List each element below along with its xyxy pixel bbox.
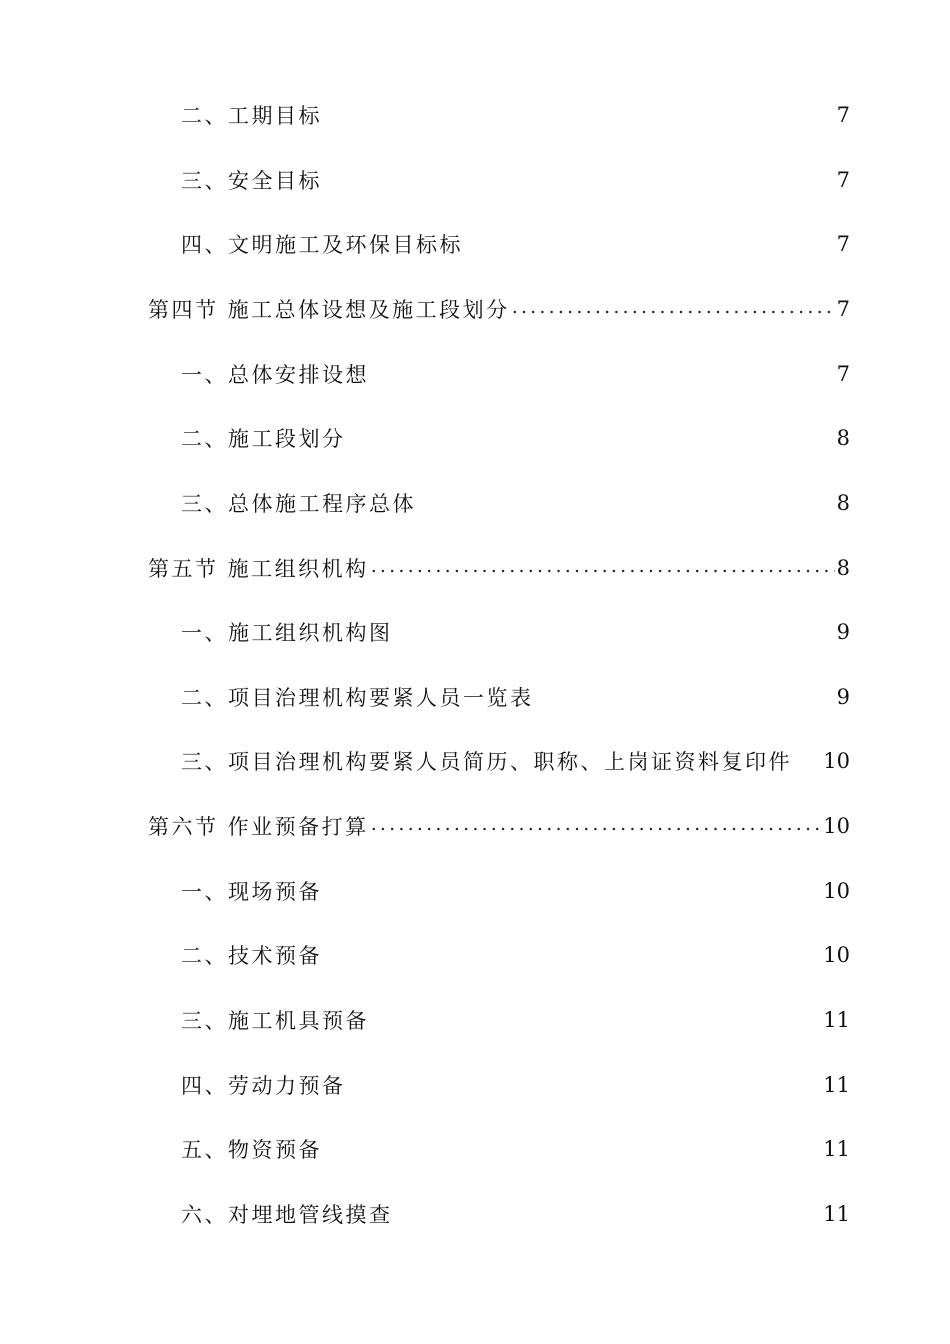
toc-entry-title: 四、劳动力预备 bbox=[181, 1074, 346, 1098]
toc-entry-page: 10 bbox=[823, 879, 850, 903]
toc-entry-title: 六、对埋地管线摸查 bbox=[181, 1203, 393, 1227]
toc-entry-title: 二、项目治理机构要紧人员一览表 bbox=[181, 686, 534, 710]
toc-entry-page: 10 bbox=[823, 749, 850, 773]
toc-entry-title: 二、技术预备 bbox=[181, 944, 322, 968]
toc-entry-page: 10 bbox=[823, 943, 850, 967]
toc-section-entry[interactable] bbox=[148, 548, 850, 588]
toc-entry-page: 10 bbox=[823, 814, 850, 838]
toc-entry[interactable] bbox=[148, 677, 850, 717]
toc-dot-leader bbox=[512, 296, 835, 318]
toc-entry-title: 三、施工机具预备 bbox=[181, 1009, 369, 1033]
toc-entry-page: 7 bbox=[836, 168, 850, 192]
toc-entry[interactable] bbox=[148, 418, 850, 458]
toc-entry[interactable] bbox=[148, 871, 850, 911]
toc-entry[interactable] bbox=[148, 1129, 850, 1169]
toc-dot-leader bbox=[371, 813, 822, 835]
toc-entry-title: 一、现场预备 bbox=[181, 880, 322, 904]
toc-entry-title: 五、物资预备 bbox=[181, 1138, 322, 1162]
toc-entry-page: 7 bbox=[836, 103, 850, 127]
toc-entry-page: 9 bbox=[836, 685, 850, 709]
toc-entry[interactable] bbox=[148, 483, 850, 523]
toc-entry-page: 7 bbox=[836, 297, 850, 321]
toc-entry-page: 9 bbox=[836, 620, 850, 644]
toc-entry-title: 一、总体安排设想 bbox=[181, 363, 369, 387]
toc-entry[interactable] bbox=[148, 612, 850, 652]
toc-entry[interactable] bbox=[148, 1000, 850, 1040]
toc-entry-title: 第五节 施工组织机构 bbox=[148, 557, 369, 581]
toc-entry-page: 8 bbox=[836, 556, 850, 580]
toc-entry-page: 7 bbox=[836, 232, 850, 256]
toc-entry-page: 11 bbox=[823, 1073, 850, 1097]
toc-entry-title: 一、施工组织机构图 bbox=[181, 621, 393, 645]
toc-entry[interactable] bbox=[148, 1194, 850, 1234]
toc-entry[interactable] bbox=[148, 1065, 850, 1105]
toc-entry-page: 11 bbox=[823, 1008, 850, 1032]
toc-entry-title: 二、施工段划分 bbox=[181, 427, 346, 451]
toc-entry-page: 11 bbox=[823, 1202, 850, 1226]
toc-entry[interactable] bbox=[148, 160, 850, 200]
toc-entry-page: 8 bbox=[836, 426, 850, 450]
toc-dot-leader bbox=[371, 555, 835, 577]
toc-section-entry[interactable] bbox=[148, 289, 850, 329]
toc-entry-title: 三、安全目标 bbox=[181, 169, 322, 193]
toc-entry-title: 四、文明施工及环保目标标 bbox=[181, 233, 463, 257]
toc-entry[interactable] bbox=[148, 354, 850, 394]
toc-entry[interactable] bbox=[148, 935, 850, 975]
toc-entry-page: 11 bbox=[823, 1137, 850, 1161]
toc-section-entry[interactable] bbox=[148, 806, 850, 846]
toc-entry[interactable] bbox=[148, 741, 850, 781]
toc-entry-page: 8 bbox=[836, 491, 850, 515]
toc-entry-page: 7 bbox=[836, 362, 850, 386]
toc-entry-title: 三、总体施工程序总体 bbox=[181, 492, 416, 516]
toc-entry-title: 第六节 作业预备打算 bbox=[148, 815, 369, 839]
toc-entry[interactable] bbox=[148, 95, 850, 135]
toc-entry-title: 二、工期目标 bbox=[181, 104, 322, 128]
toc-entry-title: 三、项目治理机构要紧人员简历、职称、上岗证资料复印件 bbox=[181, 750, 792, 774]
toc-entry[interactable] bbox=[148, 224, 850, 264]
toc-entry-title: 第四节 施工总体设想及施工段划分 bbox=[148, 298, 510, 322]
